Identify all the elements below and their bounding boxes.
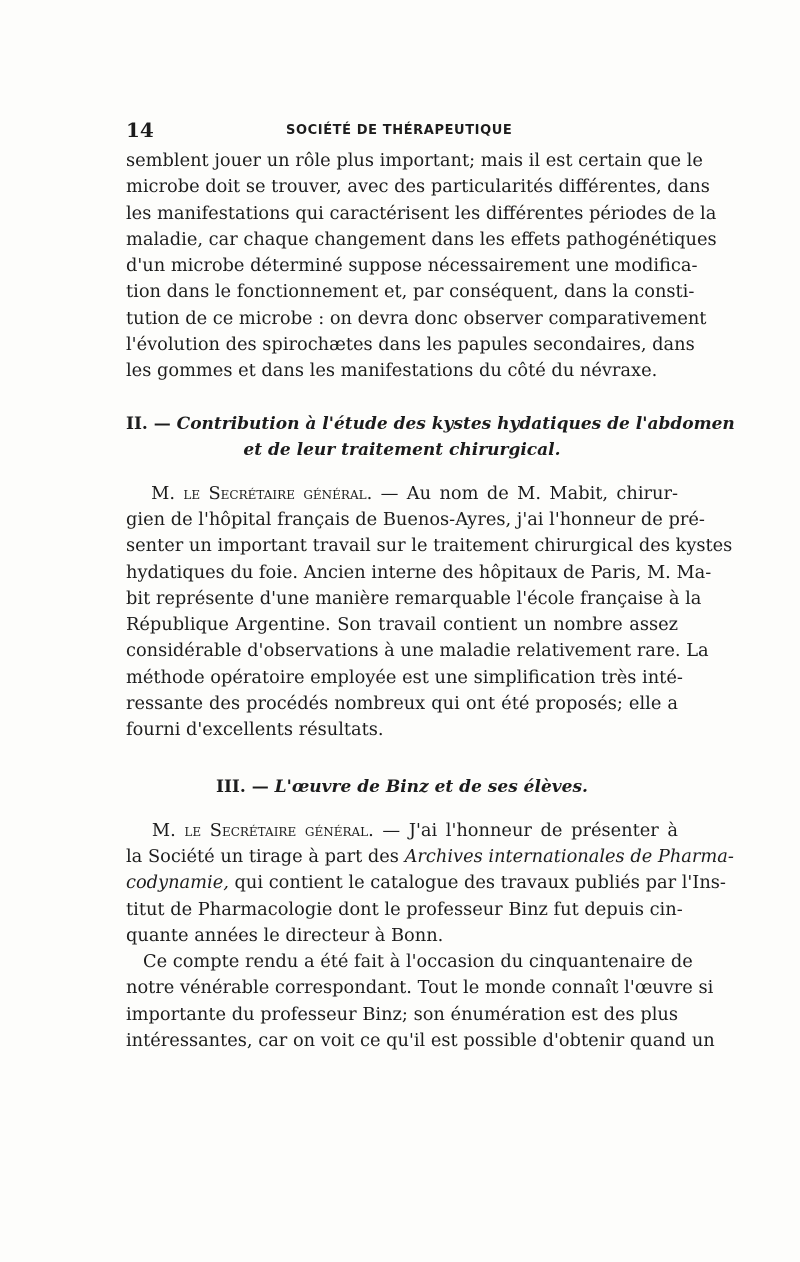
text-fragment: qui contient le catalogue des travaux publiés par l'Ins-	[228, 872, 726, 894]
text-line: tution de ce microbe : on devra donc observer comparativement	[126, 307, 707, 329]
page-header	[126, 118, 678, 146]
text-line: tion dans le fonctionnement et, par conséquent, dans la consti-	[126, 281, 695, 303]
text-line: maladie, car chaque changement dans les effets pathogénétiques	[126, 228, 717, 250]
text-line: l'évolution des spirochætes dans les papules secondaires, dans	[126, 334, 695, 356]
text-line: senter un important travail sur le traitement chirurgical des kystes	[126, 535, 733, 557]
text-line: République Argentine. Son travail contient un nombre assez	[126, 614, 678, 636]
text-line: bit représente d'une manière remarquable l'école française à la	[126, 587, 702, 609]
page-number: 14	[126, 118, 154, 142]
text-line: intéressantes, car on voit ce qu'il est possible d'obtenir quand un	[126, 1030, 715, 1052]
text-fragment: — Au nom de M. Mabit, chirur-	[372, 482, 678, 504]
text-line: d'un microbe déterminé suppose nécessairement une modifica-	[126, 255, 698, 277]
section-heading-line	[126, 774, 678, 800]
section-numeral: II. —	[126, 413, 171, 434]
text-line: semblent jouer un rôle plus important; mais il est certain que le	[126, 150, 703, 171]
speaker-name: M. le Secrétaire général.	[151, 482, 373, 504]
text-line	[126, 818, 678, 844]
text-line	[126, 481, 678, 507]
speaker-name: M. le Secrétaire général.	[151, 819, 374, 841]
page-body	[126, 118, 735, 1054]
section-heading-binz	[126, 774, 678, 800]
text-line: ressante des procédés nombreux qui ont été proposés; elle a	[126, 693, 678, 715]
text-line: méthode opératoire employée est une simplification très inté-	[126, 666, 683, 688]
text-line: importante du professeur Binz; son énumération est des plus	[126, 1003, 678, 1025]
section-heading-line	[126, 411, 735, 437]
text-line: quante années le directeur à Bonn.	[126, 924, 444, 946]
text-line	[126, 844, 734, 870]
text-line: les manifestations qui caractérisent les différentes périodes de la	[126, 202, 717, 224]
paragraph-binz-archives	[126, 818, 734, 949]
text-line: microbe doit se trouver, avec des particularités différentes, dans	[126, 176, 710, 198]
text-line: gien de l'hôpital français de Buenos-Ayres, j'ai l'honneur de pré-	[126, 508, 705, 530]
section-heading-kystes	[126, 411, 735, 463]
section-heading-line: et de leur traitement chirurgical.	[243, 439, 561, 460]
running-head: SOCIÉTÉ DE THÉRAPEUTIQUE	[286, 123, 513, 138]
text-line: considérable d'observations à une maladie relativement rare. La	[126, 640, 709, 662]
paragraph-spirochetes	[126, 148, 717, 385]
text-fragment: Ce compte rendu a été fait à l'occasion du cinquantenaire de	[142, 951, 693, 973]
text-line: notre vénérable correspondant. Tout le monde connaît l'œuvre si	[126, 977, 714, 999]
text-line: hydatiques du foie. Ancien interne des hôpitaux de Paris, M. Ma-	[126, 561, 712, 583]
text-line: les gommes et dans les manifestations du côté du névraxe.	[126, 360, 658, 382]
paragraph-mabit	[126, 481, 733, 744]
journal-title: codynamie,	[126, 872, 229, 894]
section-numeral: III. —	[216, 776, 269, 797]
text-line	[126, 870, 726, 896]
journal-title: Archives internationales de Pharma-	[404, 845, 734, 867]
text-line: titut de Pharmacologie dont le professeur Binz fut depuis cin-	[126, 898, 683, 920]
text-line	[126, 949, 693, 975]
text-fragment: la Société un tirage à part des	[126, 845, 405, 867]
text-line: fourni d'excellents résultats.	[126, 719, 384, 741]
paragraph-cinquantenaire	[126, 949, 715, 1054]
section-title-text: Contribution à l'étude des kystes hydatiques de l'abdomen	[176, 413, 735, 434]
text-fragment: — J'ai l'honneur de présenter à	[373, 819, 678, 841]
section-title-text: L'œuvre de Binz et de ses élèves.	[274, 776, 588, 797]
